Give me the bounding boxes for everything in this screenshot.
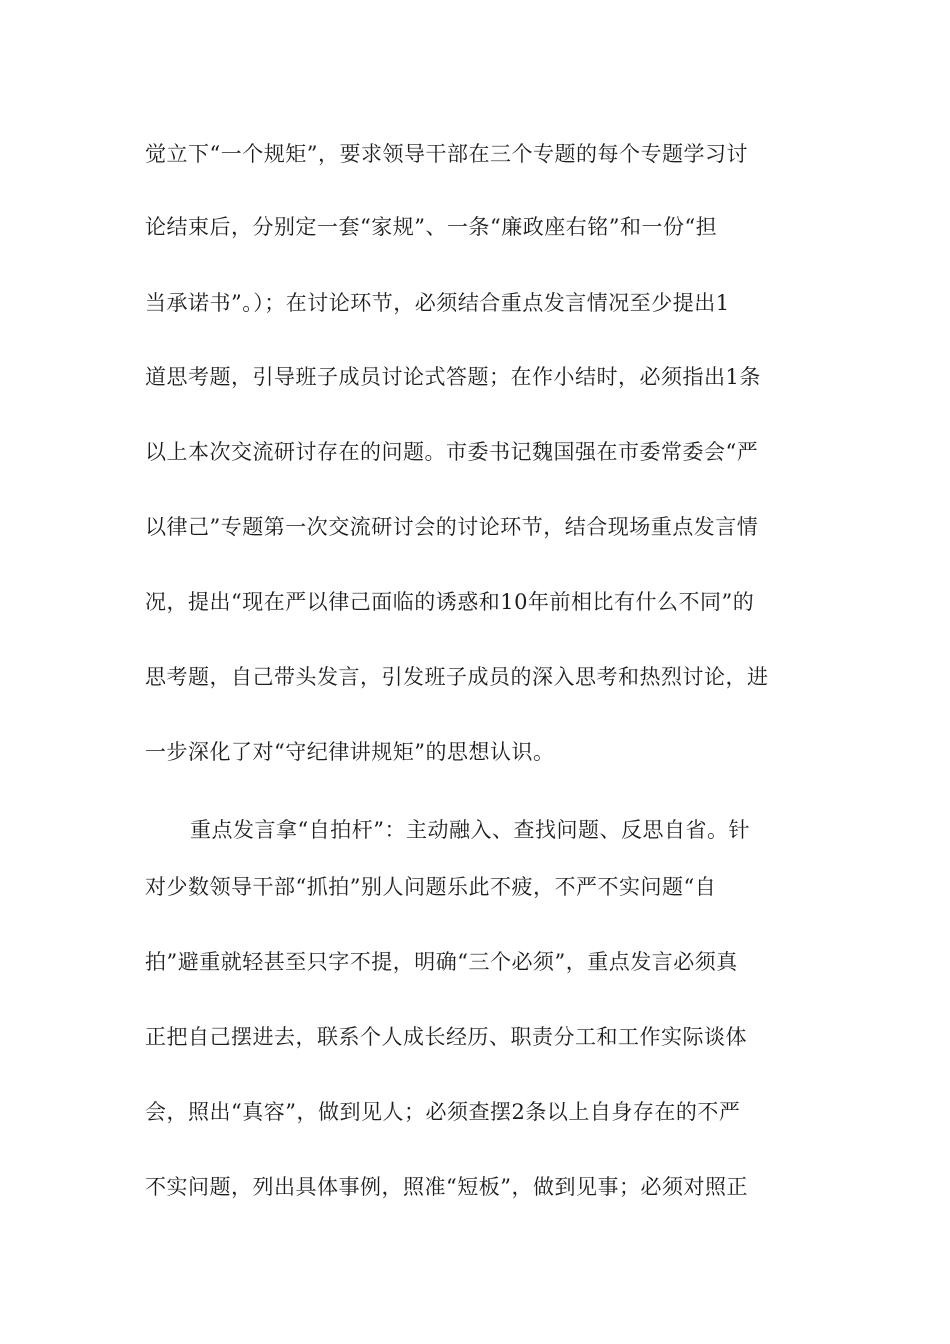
text-line: 对少数领导干部“抓拍”别人问题乐此不疲，不严不实问题“自	[145, 875, 717, 899]
text-line: 一步深化了对“守纪律讲规矩”的思想认识。	[145, 740, 555, 764]
text-line: 会，照出“真容”，做到见人；必须查摆2条以上自身存在的不严	[145, 1100, 741, 1124]
paragraph-first-line: 重点发言拿“自拍杆”：主动融入、查找问题、反思自省。针	[190, 818, 750, 842]
text-line: 拍”避重就轻甚至只字不提，明确“三个必须”，重点发言必须真	[145, 950, 738, 974]
text-line: 觉立下“一个规矩”，要求领导干部在三个专题的每个专题学习讨	[145, 142, 748, 166]
text-line: 当承诺书”。）；在讨论环节，必须结合重点发言情况至少提出1	[145, 291, 730, 315]
text-line: 论结束后，分别定一套“家规”、一条“廉政座右铭”和一份“担	[145, 215, 718, 239]
text-line: 正把自己摆进去，联系个人成长经历、职责分工和工作实际谈体	[145, 1025, 747, 1049]
text-line: 道思考题，引导班子成员讨论式答题；在作小结时，必须指出1条	[145, 365, 761, 389]
text-line: 思考题，自己带头发言，引发班子成员的深入思考和热烈讨论，进	[145, 665, 769, 689]
text-line: 以上本次交流研讨存在的问题。市委书记魏国强在市委常委会“严	[145, 440, 759, 464]
text-line: 以律己”专题第一次交流研讨会的讨论环节，结合现场重点发言情	[145, 515, 759, 539]
text-line: 不实问题，列出具体事例，照准“短板”，做到见事；必须对照正	[145, 1175, 748, 1199]
text-line: 况，提出“现在严以律己面临的诱惑和10年前相比有什么不同”的	[145, 590, 755, 614]
